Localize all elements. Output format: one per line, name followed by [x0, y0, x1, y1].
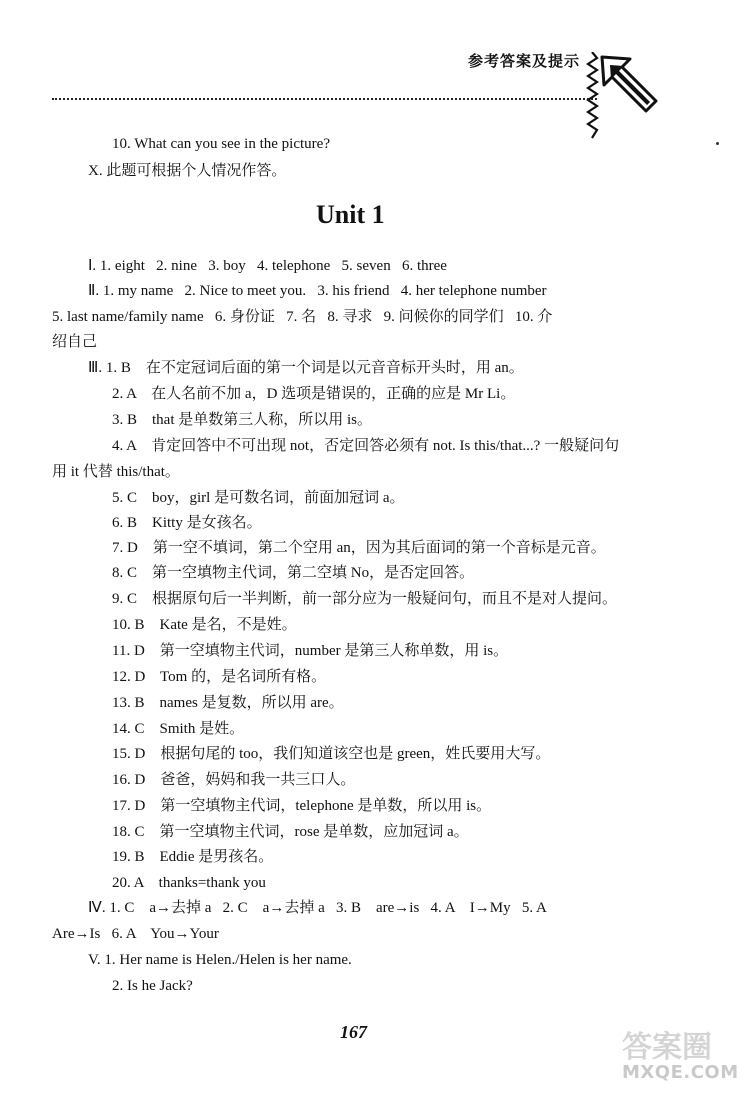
- header-divider: [52, 98, 597, 100]
- answer-line: 5. C boy，girl 是可数名词，前面加冠词 a。: [112, 490, 405, 506]
- answer-line: 5. last name/family name 6. 身份证 7. 名 8. 寻求 9. 问候你的同学们 10. 介: [52, 309, 553, 325]
- page-number: 167: [340, 1022, 367, 1042]
- answer-line: 14. C Smith 是姓。: [112, 721, 245, 737]
- answer-line: 17. D 第一空填物主代词，telephone 是单数，所以用 is。: [112, 798, 492, 814]
- answer-line: 4. A 肯定回答中不可出现 not，否定回答必须有 not. Is this/that...? 一般疑问句: [112, 438, 620, 454]
- answer-line: 15. D 根据句尾的 too，我们知道该空也是 green，姓氏要用大写。: [112, 746, 551, 762]
- header-title: 参考答案及提示: [468, 52, 581, 70]
- answer-line: 12. D Tom 的，是名词所有格。: [112, 669, 327, 685]
- watermark-logo: 答案圈: [622, 1030, 712, 1065]
- answer-line: 6. B Kitty 是女孩名。: [112, 515, 262, 531]
- answer-line: Are→Is 6. A You→Your: [52, 926, 219, 942]
- watermark-site: MXQE.COM: [622, 1062, 739, 1083]
- answer-line: 10. B Kate 是名，不是姓。: [112, 617, 297, 633]
- answer-line: Ⅱ. 1. my name 2. Nice to meet you. 3. his friend 4. her telephone number: [88, 283, 547, 299]
- zigzag-decoration: [585, 52, 599, 142]
- answer-line: 绍自己: [52, 334, 98, 350]
- answer-line: 10. What can you see in the picture?: [112, 136, 330, 152]
- stray-mark: [716, 142, 719, 145]
- answer-line: 用 it 代替 this/that。: [52, 464, 180, 480]
- answer-line: X. 此题可根据个人情况作答。: [88, 163, 287, 179]
- arrow-icon: [600, 55, 658, 115]
- answer-line: 7. D 第一空不填词，第二个空用 an，因为其后面词的第一个音标是元音。: [112, 540, 606, 556]
- answer-line: 20. A thanks=thank you: [112, 875, 266, 891]
- answer-line: 8. C 第一空填物主代词，第二空填 No，是否定回答。: [112, 565, 475, 581]
- answer-line: Ⅳ. 1. C a→去掉 a 2. C a→去掉 a 3. B are→is 4. A I→My 5. A: [88, 900, 547, 916]
- answer-line: 11. D 第一空填物主代词，number 是第三人称单数，用 is。: [112, 643, 509, 659]
- unit-title: Unit 1: [316, 200, 385, 229]
- answer-line: Ⅰ. 1. eight 2. nine 3. boy 4. telephone 5. seven 6. three: [88, 258, 447, 274]
- answer-line: 9. C 根据原句后一半判断，前一部分应为一般疑问句，而且不是对人提问。: [112, 591, 618, 607]
- answer-line: 19. B Eddie 是男孩名。: [112, 849, 274, 865]
- answer-line: 2. A 在人名前不加 a，D 选项是错误的，正确的应是 Mr Li。: [112, 386, 516, 402]
- answer-line: 13. B names 是复数，所以用 are。: [112, 695, 344, 711]
- answer-line: Ⅲ. 1. B 在不定冠词后面的第一个词是以元音音标开头时，用 an。: [88, 360, 524, 376]
- answer-line: V. 1. Her name is Helen./Helen is her name.: [88, 952, 352, 968]
- answer-line: 2. Is he Jack?: [112, 978, 193, 994]
- answer-line: 3. B that 是单数第三人称，所以用 is。: [112, 412, 373, 428]
- answer-line: 16. D 爸爸，妈妈和我一共三口人。: [112, 772, 356, 788]
- answer-line: 18. C 第一空填物主代词，rose 是单数，应加冠词 a。: [112, 824, 469, 840]
